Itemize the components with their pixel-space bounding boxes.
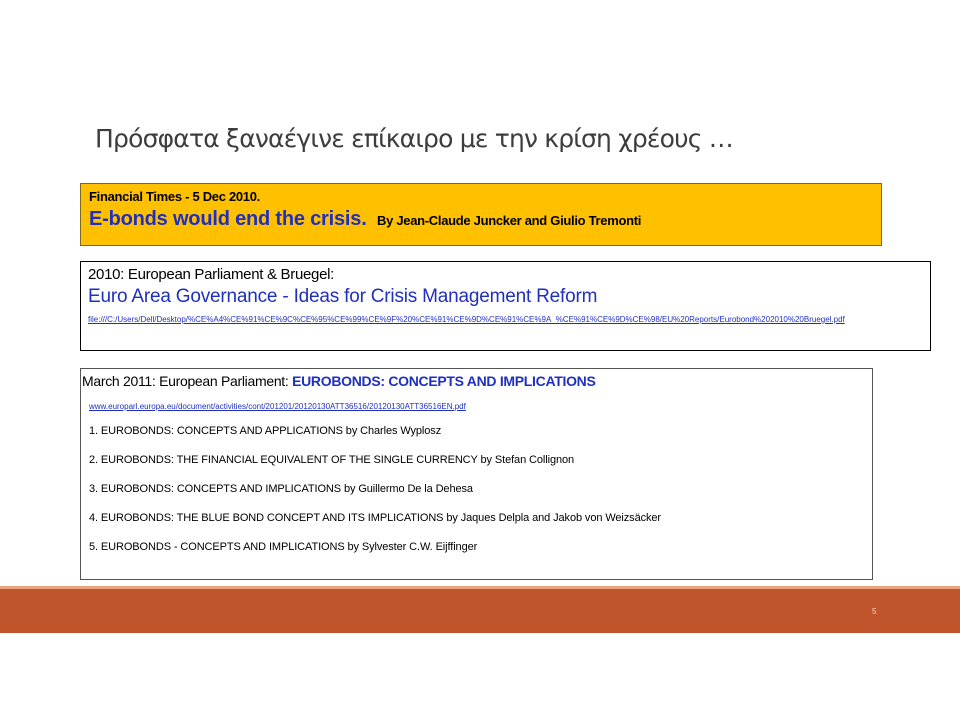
ft-headline: E-bonds would end the crisis. xyxy=(89,208,367,230)
ep-2011-box xyxy=(80,368,873,580)
ep-file-link[interactable]: file:///C:/Users/Dell/Desktop/%CE%A4%CE%91%CE%9C%CE%95%CE%99%CE%9F%20%CE%91%CE%9D%CE%91%CE%9A_%CE%91%CE%9D%CE%98/EU%20Reports/Eurobond%202010%20Bruegel.pdf xyxy=(88,315,845,324)
ep2011-items-list xyxy=(81,425,872,570)
ft-byline: By Jean-Claude Juncker and Giulio Tremonti xyxy=(377,213,642,228)
page-number: 5 xyxy=(872,607,877,616)
ep-bruegel-box xyxy=(80,261,931,351)
list-item: 4. EUROBONDS: THE BLUE BOND CONCEPT AND ITS IMPLICATIONS by Jaques Delpla and Jakob von Weizsäcker xyxy=(89,512,661,524)
list-item: 5. EUROBONDS - CONCEPTS AND IMPLICATIONS by Sylvester C.W. Eijffinger xyxy=(89,541,478,553)
list-item: 1. EUROBONDS: CONCEPTS AND APPLICATIONS by Charles Wyplosz xyxy=(89,425,442,437)
ft-source-label: Financial Times - 5 Dec 2010. xyxy=(89,189,260,204)
ep-headline: Euro Area Governance - Ideas for Crisis Management Reform xyxy=(88,286,598,307)
ft-article-box xyxy=(80,183,882,246)
list-item: 3. EUROBONDS: CONCEPTS AND IMPLICATIONS by Guillermo De la Dehesa xyxy=(89,483,473,495)
ep2011-header-prefix: March 2011: European Parliament: xyxy=(82,373,289,389)
ft-headline-row xyxy=(89,208,873,231)
ep-source-label: 2010: European Parliament & Bruegel: xyxy=(88,266,335,283)
ep2011-header-emph: EUROBONDS: CONCEPTS AND IMPLICATIONS xyxy=(292,373,596,389)
ep2011-header xyxy=(81,373,872,389)
ep2011-link[interactable]: www.europarl.europa.eu/document/activities/cont/201201/20120130ATT36516/20120130ATT36516EN.pdf xyxy=(89,402,466,411)
slide-title: Πρόσφατα ξαναέγινε επίκαιρο με την κρίση χρέους … xyxy=(95,124,733,153)
list-item: 2. EUROBONDS: THE FINANCIAL EQUIVALENT OF THE SINGLE CURRENCY by Stefan Collignon xyxy=(89,454,575,466)
footer-band xyxy=(0,586,960,633)
